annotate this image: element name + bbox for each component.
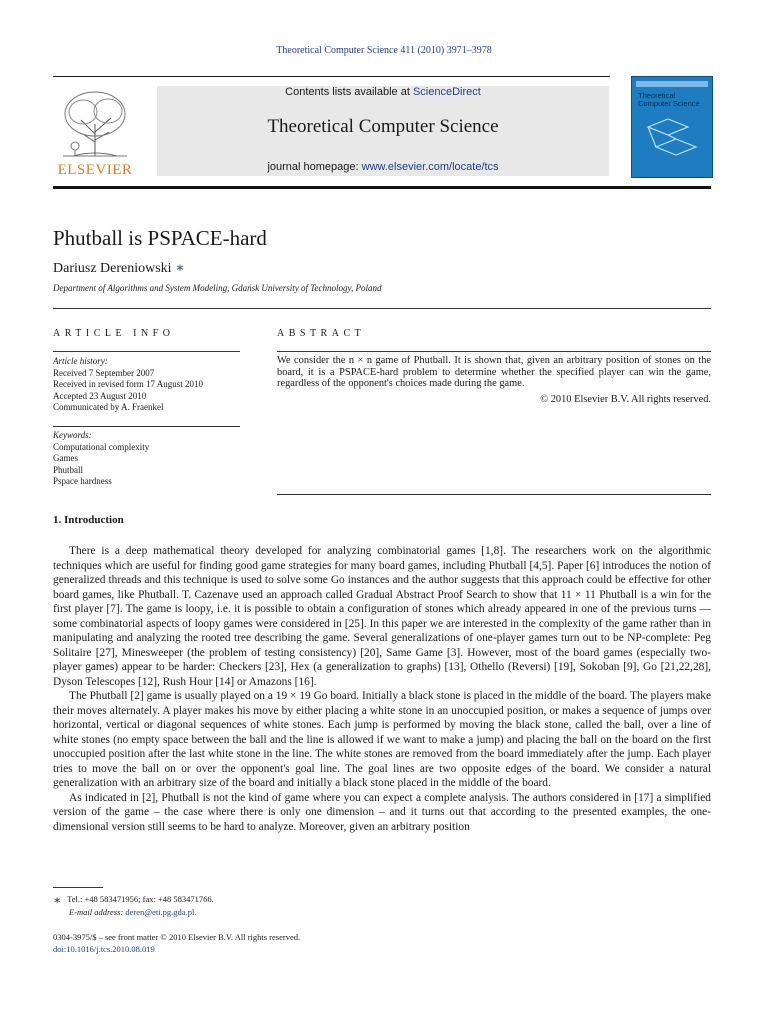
front-matter — [53, 931, 300, 955]
doi-link[interactable]: doi:10.1016/j.tcs.2010.08.019 — [53, 944, 155, 954]
section-heading: 1. Introduction — [53, 514, 124, 526]
footnote-contact: Tel.: +48 583471956; fax: +48 583471766. — [67, 894, 214, 904]
body-text — [53, 544, 711, 834]
history-label: Article history: — [53, 356, 108, 366]
keywords — [53, 430, 243, 488]
header-bottom-rule — [53, 186, 711, 189]
article-history — [53, 356, 243, 414]
paper-title: Phutball is PSPACE-hard — [53, 226, 267, 250]
email-link[interactable]: deren@eti.pg.gda.pl. — [125, 907, 197, 917]
history-item: Received in revised form 17 August 2010 — [53, 379, 203, 389]
keywords-divider — [53, 426, 240, 427]
author-line — [53, 260, 185, 277]
journal-citation[interactable]: Theoretical Computer Science 411 (2010) 3971–3978 — [276, 45, 492, 56]
article-info-heading: ARTICLE INFO — [53, 328, 175, 339]
contents-prefix: Contents lists available at — [285, 86, 413, 98]
article-info-divider — [53, 351, 240, 352]
footnote-rule — [53, 887, 103, 888]
keyword: Pspace hardness — [53, 476, 112, 486]
journal-title: Theoretical Computer Science — [267, 116, 499, 137]
history-item: Communicated by A. Fraenkel — [53, 402, 164, 412]
contents-line — [157, 86, 609, 98]
history-item: Received 7 September 2007 — [53, 367, 155, 378]
abstract-bottom-rule — [277, 494, 711, 495]
keyword: Computational complexity — [53, 441, 150, 452]
body-paragraph: There is a deep mathematical theory developed for analyzing combinatorial games [1,8]. The researchers work on the algorithmic techniques which are useful for finding good game strategies for many board games, including Phutball [4,5]. Paper [6] introduces the notion of generalized threads and this technique is used to solve some Go instances and the author suggests that this approach could be effective for other board games, like Phutball. T. Cazenave used an approach called Gradual Abstract Proof Search to show that 11 × 11 Phutball is a win for the first player [7]. The game is loopy, i.e. it is possible to obtain a configuration of stones which already appeared in one of the previous turns — some combinatorial aspects of loopy games were considered in [25]. In this paper we are interested in the complexity of the game rather than in manipulating and analyzing the rooted tree describing the game. Several generalizations of one-player games turn out to be NP-complete: Peg Solitaire [27], Minesweeper (the problem of testing consistency) [20], Same Game [3]. However, most of the board games (especially two-player games) appear to be harder: Checkers [23], Hex (a generalization to graphs) [13], Othello (Reversi) [19], Sokoban [9], Go [21,22,28], Dyson Telescopes [12], Rush Hour [14] or Amazons [16]. — [53, 545, 711, 688]
body-paragraph: The Phutball [2] game is usually played on a 19 × 19 Go board. Initially a black stone is placed in the middle of the board. The players make their moves alternately. A player makes his move by either placing a white stone in an unoccupied position, or makes a sequence of jumps over horizontal, vertical or diagonal sequences of white stones. Each jump is performed by moving the black stone, called the ball, over a line of white stones (no empty space between the ball and the line is allowed if we want to make a jump) and placing the ball on the board on the first unoccupied position after the last white stone in the line. The white stones are removed from the board immediately after the jump. Each player tries to move the ball on or over the opponent's goal line. The goal lines are two opposite edges of the board. We consider a natural generalization with an arbitrary size of the board and initially a black stone placed in the middle of the board. — [53, 690, 711, 789]
homepage-prefix: journal homepage: — [267, 161, 362, 173]
abstract-heading: ABSTRACT — [277, 328, 366, 339]
cover-title: Theoretical Computer Science — [638, 91, 700, 108]
issn-line: 0304-3975/$ – see front matter © 2010 Elsevier B.V. All rights reserved. — [53, 932, 301, 942]
footnote-mark: ∗ — [53, 893, 62, 907]
history-item: Accepted 23 August 2010 — [53, 390, 147, 401]
abstract-text: We consider the n × n game of Phutball. It is shown that, given an arbitrary position of stones on the board, it is a PSPACE-hard problem to determine whether the specified player can win the game, regardless of the opponent's choices made during the game. — [277, 355, 711, 390]
email-label: E-mail address: — [69, 907, 126, 917]
sciencedirect-link[interactable]: ScienceDirect — [412, 86, 481, 98]
affiliation: Department of Algorithms and System Modeling, Gdańsk University of Technology, Poland — [53, 283, 382, 293]
author-footnote-mark[interactable]: ∗ — [175, 261, 185, 276]
abstract-copyright: © 2010 Elsevier B.V. All rights reserved. — [540, 394, 711, 405]
keyword: Phutball — [53, 464, 84, 475]
article-info-rule — [53, 308, 711, 309]
body-paragraph: As indicated in [2], Phutball is not the kind of game where you can expect a complete analysis. The authors considered in [17] a simplified version of the game – the case where there is only one dimension – and it turns out that according to the presented examples, the one-dimensional version still seems to be hard to analyze. Moreover, given an arbitrary position — [53, 791, 711, 833]
publisher-name: ELSEVIER — [57, 162, 133, 178]
header-top-rule — [53, 76, 610, 77]
keywords-label: Keywords: — [53, 430, 92, 440]
footnote — [53, 893, 453, 918]
keyword: Games — [53, 453, 78, 463]
abstract-divider — [277, 351, 711, 352]
author-name: Dariusz Dereniowski — [53, 261, 172, 276]
homepage-line — [157, 161, 609, 173]
homepage-link[interactable]: www.elsevier.com/locate/tcs — [361, 161, 499, 173]
